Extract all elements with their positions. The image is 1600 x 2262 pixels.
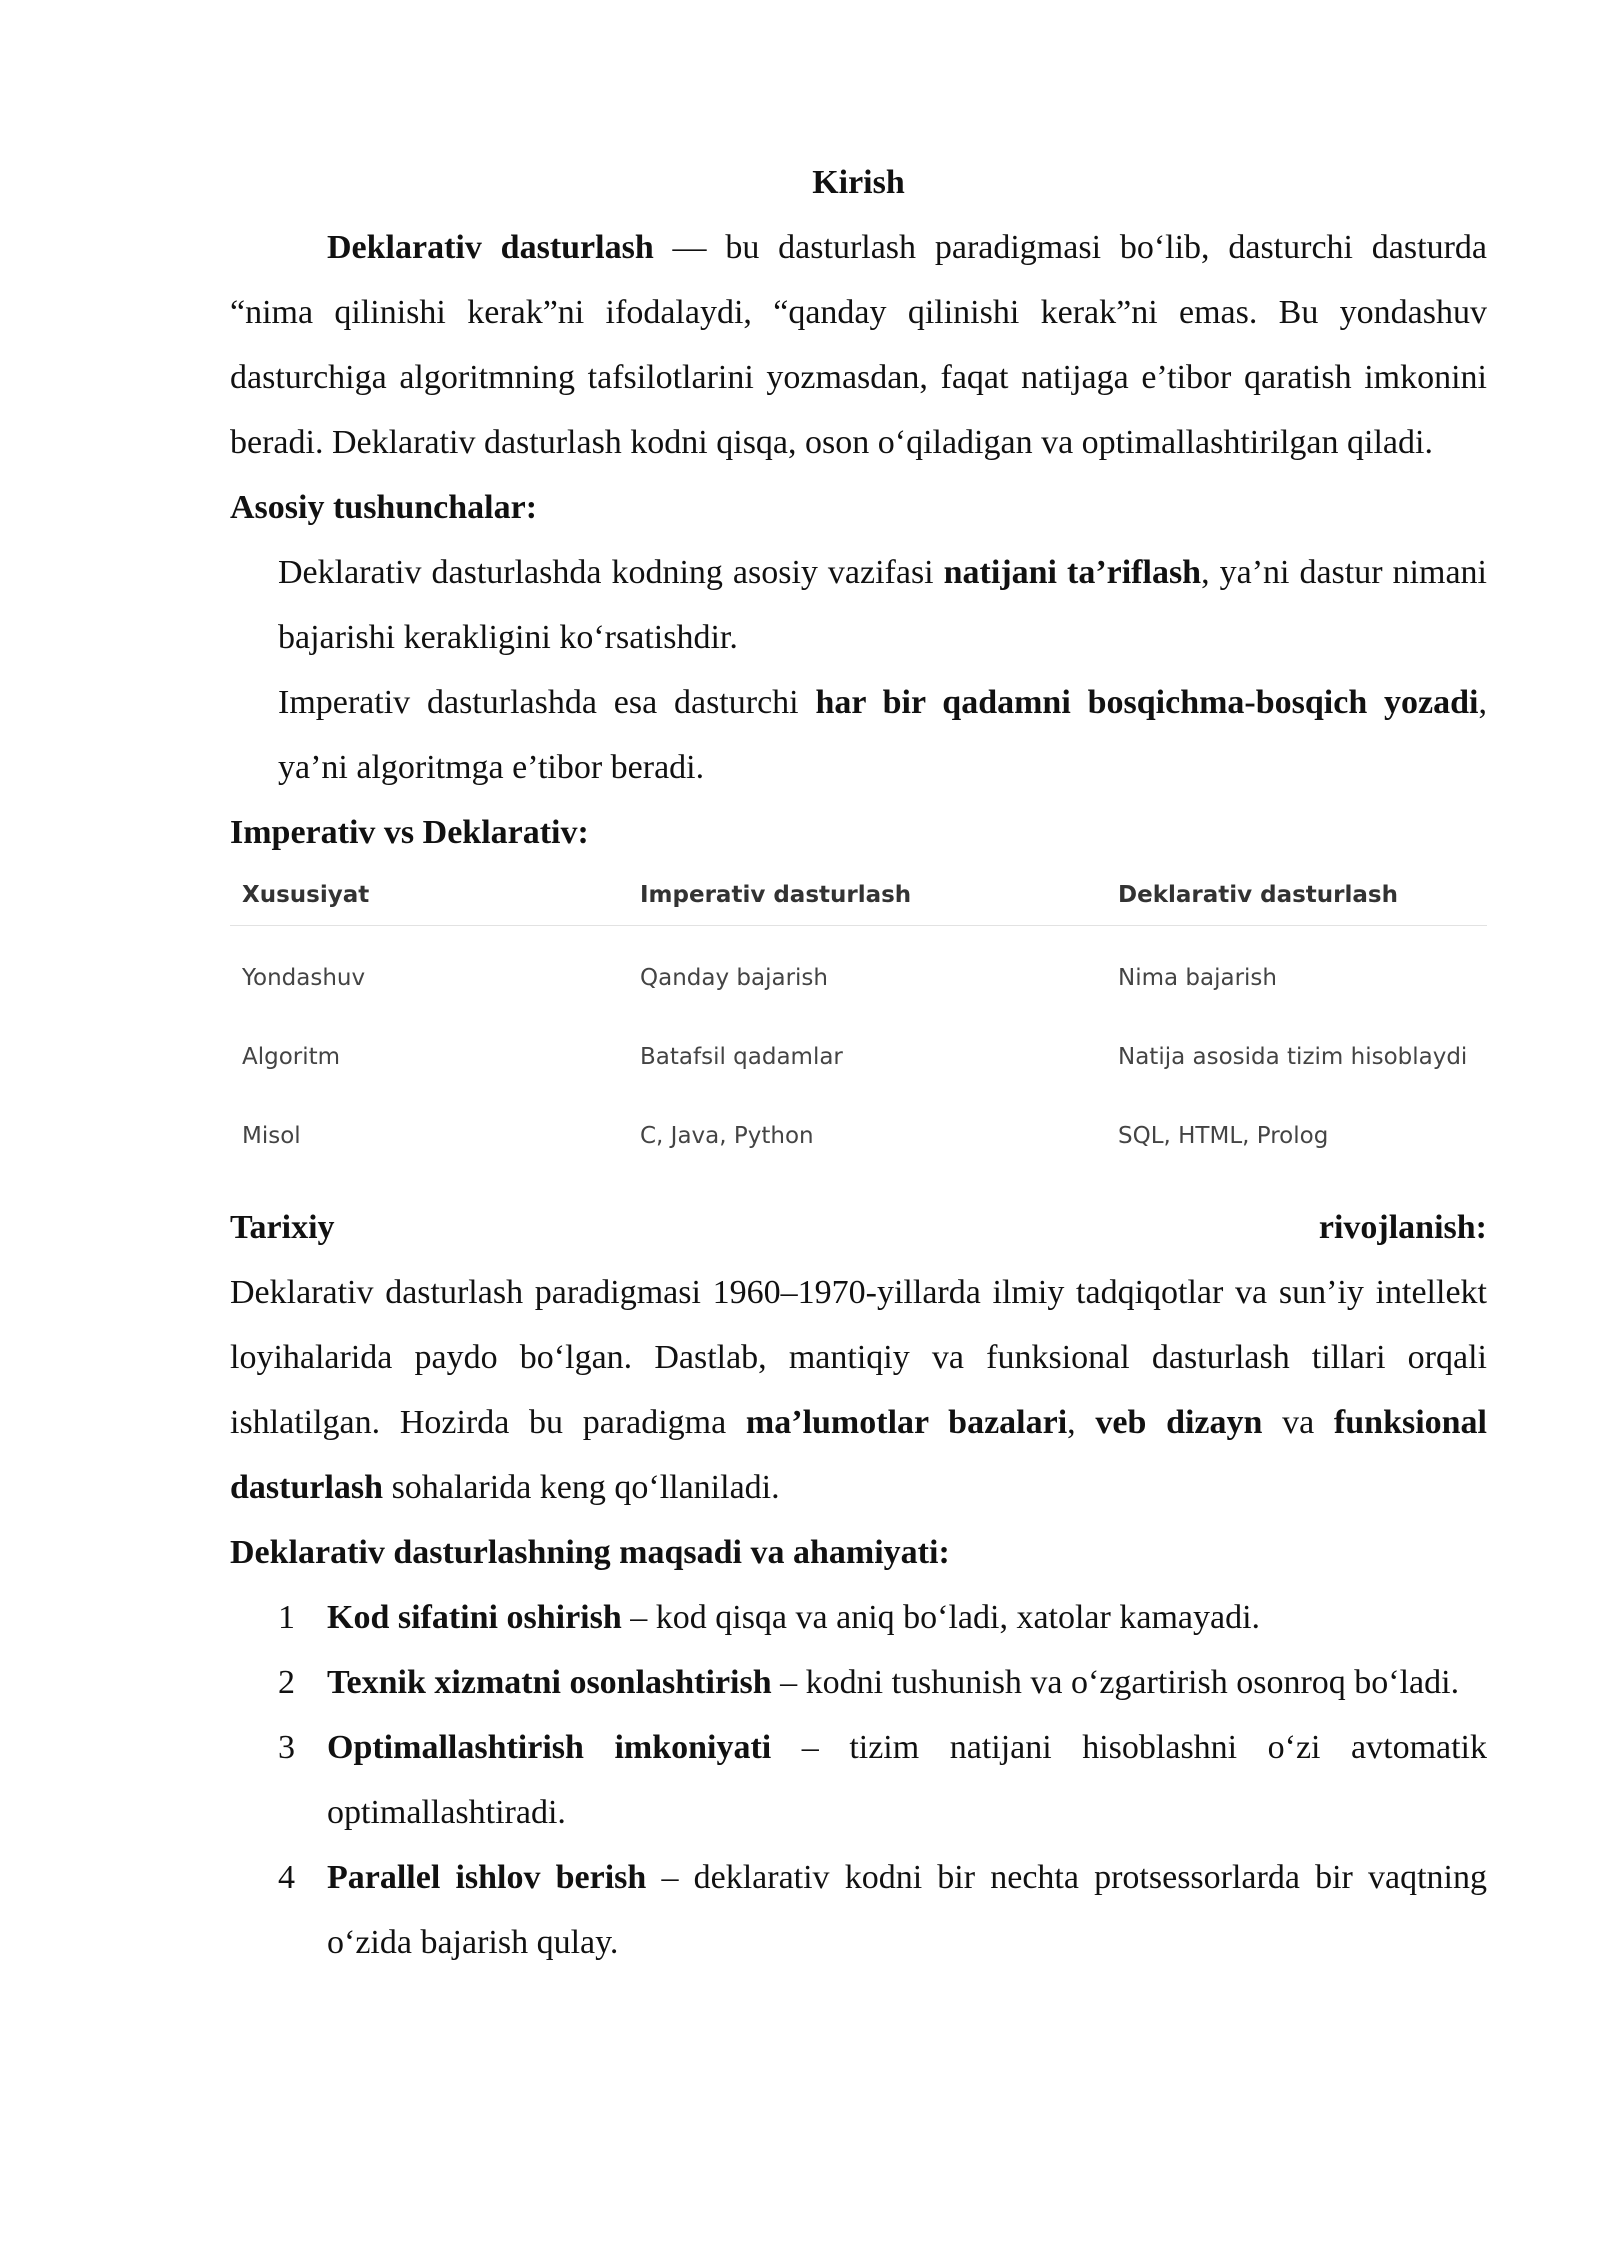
list-item-text — [327, 1585, 1487, 1650]
list-item-text — [327, 1715, 1487, 1845]
table-cell: Algoritm — [242, 1043, 341, 1070]
list-item-number: 3 — [278, 1729, 295, 1766]
intro-paragraph — [230, 215, 1487, 475]
document-body — [230, 150, 1487, 1975]
concept-2-text-before: Imperativ dasturlashda esa dasturchi — [278, 684, 816, 721]
list-item-desc: – deklarativ kodni bir nechta protsessorlarda bir vaqtning o‘zida bajarish qulay. — [327, 1859, 1487, 1961]
list-item-bold: Texnik xizmatni osonlashtirish — [327, 1664, 772, 1701]
table-row — [230, 1017, 1487, 1096]
table-row — [230, 926, 1487, 1018]
history-paragraph — [230, 1260, 1487, 1520]
list-item-bold: Optimallashtirish imkoniyati — [327, 1729, 772, 1766]
history-text-3: va — [1262, 1404, 1334, 1441]
history-heading — [230, 1195, 1487, 1260]
list-item-desc: – tizim natijani hisoblashni o‘zi avtomatik optimallashtiradi. — [327, 1729, 1488, 1831]
list-item-bold: Parallel ishlov berish — [327, 1859, 647, 1896]
concept-1-text-after: , ya’ni dastur nimani bajarishi kerakligini ko‘rsatishdir. — [278, 554, 1487, 656]
intro-text: — bu dasturlash paradigmasi bo‘lib, dasturchi dasturda “nima qilinishi kerak”ni ifodalaydi, “qanday qilinishi kerak”ni emas. Bu yondashuv dasturchiga algoritmning tafsilotlarini yozmasdan, faqat natijaga e’tibor qaratish imkonini beradi. Deklarativ dasturlash kodni qisqa, oson o‘qiladigan va optimallashtirilgan qiladi. — [230, 229, 1487, 461]
concept-2-text-after: , ya’ni algoritmga e’tibor beradi. — [278, 684, 1488, 786]
history-heading-right: rivojlanish: — [1318, 1209, 1487, 1246]
page-title: Kirish — [812, 164, 905, 201]
aims-heading: Deklarativ dasturlashning maqsadi va ahamiyati: — [230, 1534, 950, 1571]
table-cell: Misol — [242, 1122, 301, 1149]
concept-1-bold: natijani ta’riflash — [943, 554, 1202, 591]
table-cell: Yondashuv — [242, 964, 366, 991]
list-item — [230, 1585, 1487, 1650]
list-item-text — [327, 1845, 1487, 1975]
table-cell: Qanday bajarish — [640, 964, 828, 991]
concept-paragraph-declarative — [278, 540, 1487, 670]
history-heading-left: Tarixiy — [230, 1209, 335, 1246]
concept-paragraph-imperative — [278, 670, 1487, 800]
history-bold-1: ma’lumotlar bazalari — [745, 1404, 1068, 1441]
concept-2-bold: har bir qadamni bosqichma-bosqich yozadi — [815, 684, 1479, 721]
table-cell: C, Java, Python — [640, 1122, 814, 1149]
table-cell: SQL, HTML, Prolog — [1118, 1122, 1329, 1149]
table-cell: Batafsil qadamlar — [640, 1043, 843, 1070]
table-header-cell: Deklarativ dasturlash — [1106, 875, 1487, 926]
table-cell: Nima bajarish — [1118, 964, 1277, 991]
history-text-2: , — [1067, 1404, 1096, 1441]
list-item-number: 1 — [278, 1599, 295, 1636]
list-item-desc: – kod qisqa va aniq bo‘ladi, xatolar kamayadi. — [621, 1599, 1261, 1636]
table-header-cell: Xususiyat — [230, 875, 628, 926]
history-text-4: sohalarida keng qo‘llaniladi. — [383, 1469, 780, 1506]
history-bold-3: funksional dasturlash — [230, 1404, 1488, 1506]
list-item-text — [327, 1650, 1487, 1715]
list-item — [230, 1845, 1487, 1975]
history-bold-2: veb dizayn — [1095, 1404, 1263, 1441]
intro-term: Deklarativ dasturlash — [327, 229, 654, 266]
list-item — [230, 1650, 1487, 1715]
table-header-row — [230, 875, 1487, 926]
history-text-1: Deklarativ dasturlash paradigmasi 1960–1970-yillarda ilmiy tadqiqotlar va sun’iy intellekt loyihalarida paydo bo‘lgan. Dastlab, mantiqiy va funksional dasturlash tillari orqali ishlatilgan. Hozirda bu paradigma — [230, 1274, 1487, 1441]
list-item-bold: Kod sifatini oshirish — [327, 1599, 622, 1636]
table-row — [230, 1096, 1487, 1175]
list-item-desc: – kodni tushunish va o‘zgartirish osonroq bo‘ladi. — [771, 1664, 1460, 1701]
table-header-cell: Imperativ dasturlash — [628, 875, 1106, 926]
concept-1-text-before: Deklarativ dasturlashda kodning asosiy vazifasi — [278, 554, 944, 591]
aims-list — [230, 1585, 1487, 1975]
concepts-heading: Asosiy tushunchalar: — [230, 489, 538, 526]
list-item — [230, 1715, 1487, 1845]
list-item-number: 2 — [278, 1664, 295, 1701]
list-item-number: 4 — [278, 1859, 295, 1896]
comparison-heading: Imperativ vs Deklarativ: — [230, 814, 589, 851]
table-cell: Natija asosida tizim hisoblaydi — [1118, 1043, 1468, 1070]
comparison-table — [230, 875, 1487, 1175]
